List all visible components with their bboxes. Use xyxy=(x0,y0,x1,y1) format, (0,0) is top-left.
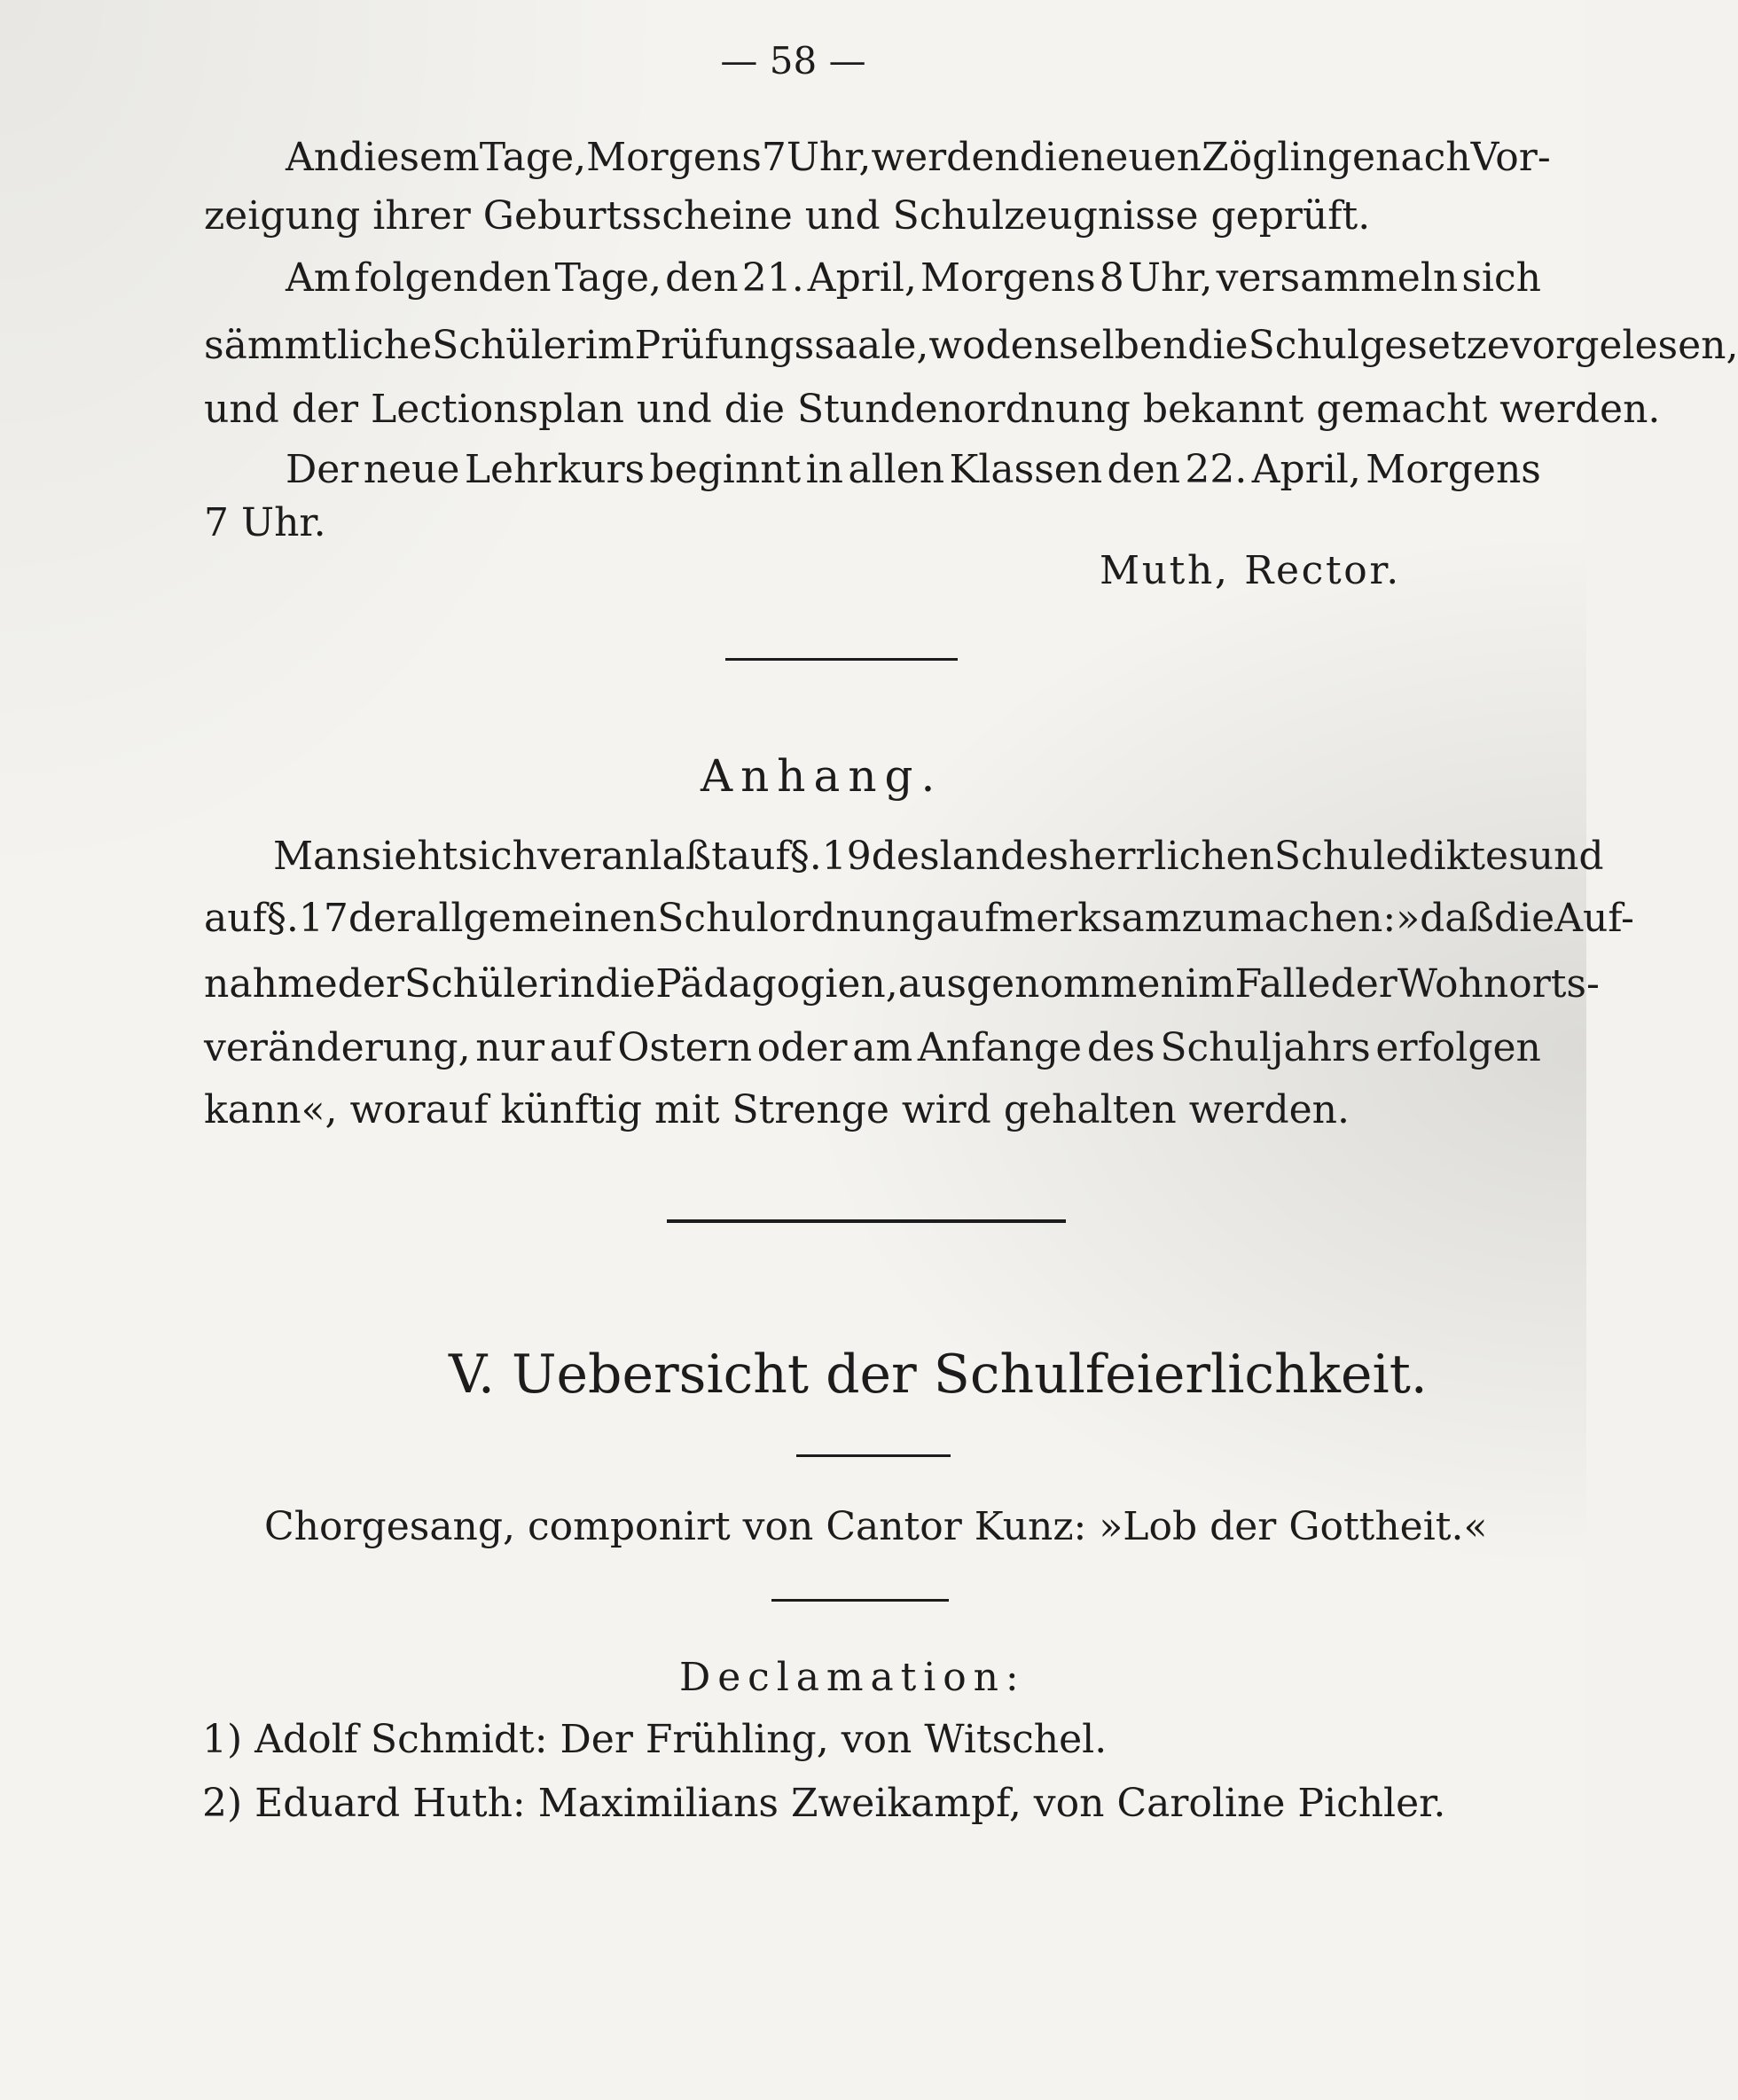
word: Falle xyxy=(1234,961,1331,1007)
word: im xyxy=(1185,961,1235,1007)
word: wo xyxy=(928,323,986,368)
word: machen: xyxy=(1227,896,1397,941)
word: des xyxy=(1086,1025,1155,1070)
word: werden xyxy=(871,135,1020,180)
word: Anfange xyxy=(917,1025,1083,1070)
word: veranlaßt xyxy=(536,834,727,879)
word: neuen xyxy=(1079,135,1202,180)
anhang-line-3 xyxy=(204,961,1600,1007)
word: Wohnorts- xyxy=(1397,961,1600,1007)
word: veränderung, xyxy=(204,1025,471,1070)
word: sich xyxy=(1461,255,1541,301)
word: sich xyxy=(458,834,537,879)
divider-2 xyxy=(667,1219,1066,1223)
word: die xyxy=(1493,896,1555,941)
word: der xyxy=(348,896,416,941)
word: Pädagogien, xyxy=(655,961,898,1007)
word: Morgens xyxy=(920,255,1096,301)
word: erfolgen xyxy=(1375,1025,1541,1070)
word: Vor- xyxy=(1470,135,1551,180)
word: auf xyxy=(204,896,267,941)
word: Klassen xyxy=(949,447,1103,492)
word: der xyxy=(1330,961,1397,1007)
word: 21. xyxy=(741,255,804,301)
page-number: — 58 — xyxy=(720,39,866,82)
word: Morgens xyxy=(1366,447,1541,492)
word: und xyxy=(1528,834,1604,879)
word: Schulgesetze xyxy=(1248,323,1510,368)
word: 22. xyxy=(1185,447,1248,492)
paragraph-1-line-1 xyxy=(286,135,1551,180)
word: neue xyxy=(363,447,460,492)
word: oder xyxy=(756,1025,848,1070)
paragraph-2-line-3: und der Lectionsplan und die Stundenordnung bekannt gemacht werden. xyxy=(204,387,1661,432)
word: allen xyxy=(848,447,945,492)
word: den xyxy=(1107,447,1181,492)
word: diesem xyxy=(339,135,480,180)
word: 7 xyxy=(761,135,787,180)
word: Uhr, xyxy=(786,135,872,180)
word: Auf- xyxy=(1554,896,1634,941)
word: April, xyxy=(807,255,917,301)
word: Uhr, xyxy=(1127,255,1213,301)
word: Zöglinge xyxy=(1202,135,1375,180)
chorgesang-line: Chorgesang, componirt von Cantor Kunz: »Lob der Gottheit.« xyxy=(264,1504,1488,1549)
signature: Muth, Rector. xyxy=(1100,548,1401,593)
word: folgenden xyxy=(354,255,552,301)
word: im xyxy=(584,323,635,368)
word: in xyxy=(557,961,595,1007)
paragraph-2-line-1 xyxy=(286,255,1541,301)
word: die xyxy=(1019,135,1080,180)
paragraph-1-line-2: zeigung ihrer Geburtsscheine und Schulzeugnisse geprüft. xyxy=(204,193,1371,239)
word: beginnt xyxy=(649,447,802,492)
word: Schulediktes xyxy=(1273,834,1529,879)
word: in xyxy=(805,447,843,492)
word: Prüfungssaale, xyxy=(634,323,929,368)
word: der xyxy=(337,961,404,1007)
word: nur xyxy=(475,1025,545,1070)
word: 8 xyxy=(1099,255,1124,301)
word: Lehrkurs xyxy=(464,447,646,492)
word: auf xyxy=(726,834,790,879)
word: Schuljahrs xyxy=(1160,1025,1371,1070)
word: sieht xyxy=(361,834,458,879)
word: §. xyxy=(266,896,299,941)
word: die xyxy=(594,961,656,1007)
word: 19 xyxy=(821,834,872,879)
anhang-heading: Anhang. xyxy=(701,750,943,802)
word: des xyxy=(871,834,940,879)
word: nahme xyxy=(204,961,338,1007)
word: ausgenommen xyxy=(897,961,1186,1007)
word: Schüler xyxy=(432,323,585,368)
divider-4 xyxy=(771,1599,949,1602)
anhang-line-1 xyxy=(273,834,1604,879)
paragraph-3-line-1 xyxy=(286,447,1541,492)
word: sämmtliche xyxy=(204,323,433,368)
word: 17 xyxy=(298,896,348,941)
anhang-line-2 xyxy=(204,896,1634,941)
word: Morgens xyxy=(586,135,762,180)
anhang-line-4 xyxy=(204,1025,1541,1070)
paragraph-3-line-2: 7 Uhr. xyxy=(204,500,326,545)
declamation-item-1: 1) Adolf Schmidt: Der Frühling, von Witschel. xyxy=(202,1717,1108,1762)
declamation-item-2: 2) Eduard Huth: Maximilians Zweikampf, von Caroline Pichler. xyxy=(202,1781,1446,1826)
word: Schüler xyxy=(403,961,558,1007)
divider-3 xyxy=(796,1454,951,1457)
word: zu xyxy=(1181,896,1228,941)
word: den xyxy=(665,255,739,301)
word: am xyxy=(852,1025,913,1070)
section-v-heading: V. Uebersicht der Schulfeierlichkeit. xyxy=(449,1344,1428,1406)
word: §. xyxy=(789,834,822,879)
word: Tage, xyxy=(554,255,662,301)
word: aufmerksam xyxy=(936,896,1182,941)
word: versammeln xyxy=(1216,255,1459,301)
word: auf xyxy=(549,1025,613,1070)
word: vorgelesen, xyxy=(1509,323,1738,368)
word: Der xyxy=(286,447,359,492)
word: An xyxy=(286,135,340,180)
word: nach xyxy=(1375,135,1471,180)
word: Schulordnung xyxy=(657,896,936,941)
word: Tage, xyxy=(479,135,587,180)
divider-1 xyxy=(725,658,958,661)
word: Ostern xyxy=(617,1025,753,1070)
word: April, xyxy=(1251,447,1361,492)
word: die xyxy=(1187,323,1249,368)
word: Am xyxy=(286,255,351,301)
word: allgemeinen xyxy=(415,896,658,941)
anhang-line-5: kann«, worauf künftig mit Strenge wird gehalten werden. xyxy=(204,1087,1350,1132)
declamation-heading: Declamation: xyxy=(679,1655,1026,1700)
word: landesherrlichen xyxy=(939,834,1274,879)
word: Man xyxy=(273,834,362,879)
word: »daß xyxy=(1396,896,1494,941)
paragraph-2-line-2 xyxy=(204,323,1738,368)
word: denselben xyxy=(985,323,1188,368)
